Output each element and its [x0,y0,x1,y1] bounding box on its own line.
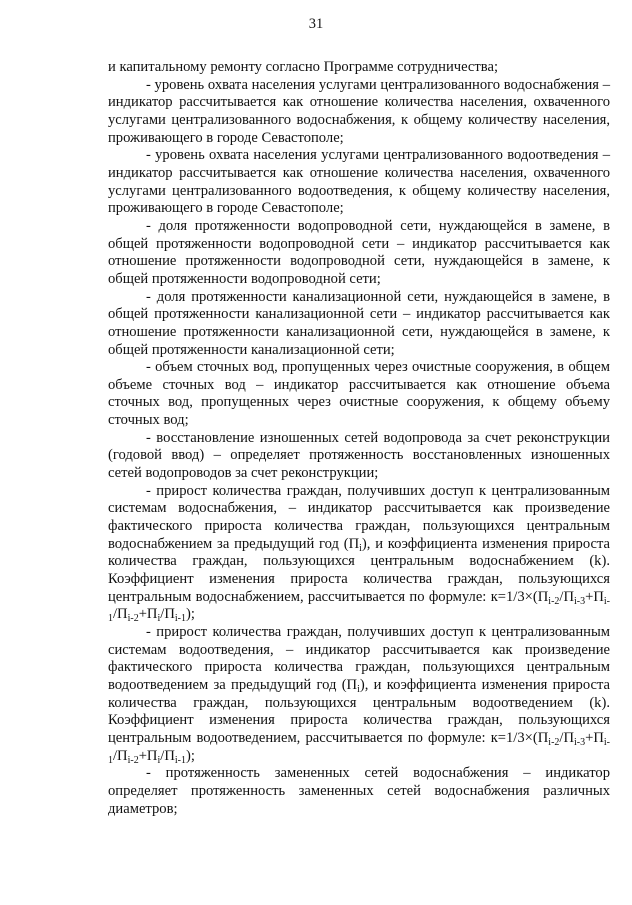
subscript: i [357,683,360,695]
document-body [108,59,610,818]
paragraph-continuation: и капитальному ремонту согласно Программе сотрудничества; [108,59,499,75]
paragraph-replaced-networks-length: - протяженность замененных сетей водоснабжения – индикатор определяет протяженность замененных сетей водоснабжения различных диаметров; [108,765,610,817]
paragraph-water-network-replacement-share: - доля протяженности водопроводной сети, нуждающейся в замене, в общей протяженности водопроводной сети – индикатор рассчитывается как отношение протяженности водопроводной сети, нуждающейся в замене, к общей протяженности водопроводной сети; [108,217,610,287]
paragraph-sewer-network-replacement-share: - доля протяженности канализационной сети, нуждающейся в замене, в общей протяженности канализационной сети – индикатор рассчитывается как отношение протяженности канализационной сети, нуждающейся в замене, к общей протяженности канализационной сети; [108,288,610,358]
paragraph-text: ), и коэффициента изменения прироста количества граждан, пользующихся центральным водоснабжением (k). Коэффициент изменения прироста количества граждан, пользующихся центральным водоснабжением, рассчитывается по формуле: [108,535,610,605]
formula: $к=1/3\times(П_{i-2}/П_{i-3}+П_{i-1}/П_{i-2}+П_i/П_{i-1})$; [108,588,610,625]
subscript: i [359,542,362,554]
paragraph-sewerage-access-growth [108,624,610,765]
paragraph-wastewater-treated-volume: - объем сточных вод, пропущенных через очистные сооружения, в общем объеме сточных вод – индикатор рассчитывается как отношение объема сточных вод, пропущенных через очистные сооружения, к общему объему сточных вод; [108,359,610,429]
page-number: 31 [308,16,324,32]
paragraph-text: - прирост количества граждан, получивших доступ к централизованным системам водоснабжения, – индикатор рассчитывается как произведение фактического прироста количества граждан, пользующихся центральным водоснабжением за предыдущий год (П [108,482,610,552]
paragraph-sewerage-coverage: - уровень охвата населения услугами централизованного водоотведения – индикатор рассчитывается как отношение количества населения, охваченного услугами централизованного водоотведения, к общему количеству населения, проживающего в городе Севастополе; [108,147,610,217]
paragraph-network-restoration: - восстановление изношенных сетей водопровода за счет реконструкции (годовой ввод) – определяет протяженность восстановленных изношенных сетей водопроводов за счет реконструкции; [108,429,610,482]
formula: $к=1/3\times(П_{i-2}/П_{i-3}+П_{i-1}/П_{i-2}+П_i/П_{i-1})$; [108,729,610,766]
paragraph-text: ), и коэффициента изменения прироста количества граждан, пользующихся центральным водоотведением (k). Коэффициент изменения прироста количества граждан, пользующихся центральным водоотведением, рассчитывается по формуле: [108,676,611,746]
paragraph-water-supply-coverage: - уровень охвата населения услугами централизованного водоснабжения – индикатор рассчитывается как отношение количества населения, охваченного услугами централизованного водоснабжения, к общему количеству населения, проживающего в городе Севастополе; [108,76,610,146]
paragraph-text: - прирост количества граждан, получивших доступ к централизованным системам водоотведения, – индикатор рассчитывается как произведение фактического прироста количества граждан, пользующихся центральным водоотведением за предыдущий год (П [108,624,610,693]
paragraph-water-supply-access-growth [108,483,610,624]
